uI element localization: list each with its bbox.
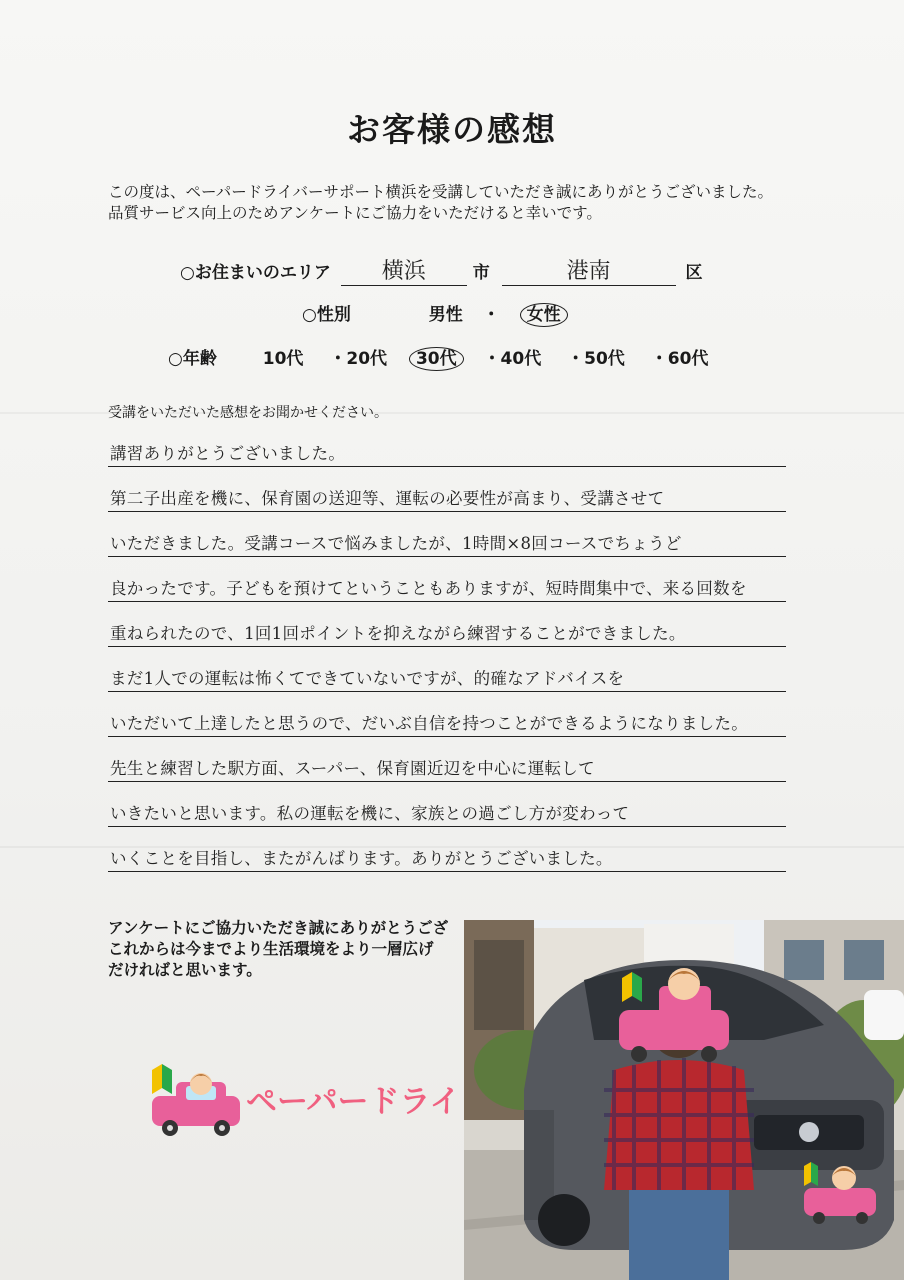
area-row	[180, 254, 703, 286]
customer-photo	[464, 920, 904, 1280]
footer-line: これからは今までより生活環境をより一層広げ	[108, 940, 434, 958]
comment-text: いくことを目指し、またがんばります。ありがとうございました。	[110, 849, 613, 868]
age-label: ○年齢	[168, 349, 217, 369]
gender-row	[302, 300, 568, 325]
comment-line	[108, 602, 786, 647]
ward-value: 港南	[502, 254, 676, 286]
comment-line	[108, 782, 786, 827]
intro-text	[108, 182, 773, 224]
age-row	[168, 344, 708, 369]
comment-line	[108, 422, 786, 467]
comment-prompt: 受講をいただいた感想をお聞かせください。	[108, 405, 388, 421]
comment-line	[108, 512, 786, 557]
age-option: ・40代	[483, 349, 542, 369]
age-option: ・60代	[650, 349, 709, 369]
age-option: ・20代	[329, 349, 388, 369]
age-option: ・50代	[567, 349, 625, 369]
city-suffix: 市	[472, 263, 490, 283]
comment-line	[108, 557, 786, 602]
comment-text: 重ねられたので、1回1回ポイントを抑えながら練習することができました。	[110, 624, 686, 643]
page-title: お客様の感想	[347, 110, 557, 149]
footer-line: アンケートにご協力いただき誠にありがとうござ	[108, 919, 449, 937]
intro-line: この度は、ペーパードライバーサポート横浜を受講していただき誠にありがとうございました。	[108, 183, 773, 201]
area-label: ○お住まいのエリア	[180, 263, 331, 283]
city-value: 横浜	[341, 254, 467, 286]
comment-line	[108, 737, 786, 782]
ward-suffix: 区	[685, 263, 703, 283]
brand-logo	[146, 1062, 476, 1142]
comment-text: 先生と練習した駅方面、スーパー、保育園近辺を中心に運転して	[110, 759, 595, 778]
comment-line	[108, 827, 786, 872]
age-option-circled: 30代	[409, 347, 464, 371]
comment-text: 講習ありがとうございました。	[110, 444, 346, 463]
comment-text: いただきました。受講コースで悩みましたが、1時間×8回コースでちょうど	[110, 534, 682, 553]
footer-text	[108, 918, 448, 981]
pink-car-icon	[146, 1062, 246, 1142]
gender-label: ○性別	[302, 305, 351, 325]
comment-text: 第二子出産を機に、保育園の送迎等、運転の必要性が高まり、受講させて	[110, 489, 665, 508]
gender-female-circled: 女性	[520, 303, 568, 327]
comment-line	[108, 692, 786, 737]
car-photo-image	[464, 920, 904, 1280]
comment-text: 良かったです。子どもを預けてということもありますが、短時間集中で、来る回数を	[110, 579, 747, 598]
comment-lines	[108, 422, 786, 872]
comment-text: まだ1人での運転は怖くてできていないですが、的確なアドバイスを	[110, 669, 625, 688]
gender-male: 男性	[428, 305, 463, 325]
comment-text: いただいて上達したと思うので、だいぶ自信を持つことができるようになりました。	[110, 714, 749, 733]
comment-line	[108, 647, 786, 692]
comment-line	[108, 467, 786, 512]
footer-line: だければと思います。	[108, 961, 262, 979]
age-option: 10代	[262, 349, 304, 369]
gender-separator: ・	[482, 305, 500, 325]
comment-text: いきたいと思います。私の運転を機に、家族との過ごし方が変わって	[110, 804, 630, 823]
intro-line: 品質サービス向上のためアンケートにご協力をいただけると幸いです。	[108, 204, 602, 222]
logo-text: ペーパードライ	[246, 1084, 461, 1120]
